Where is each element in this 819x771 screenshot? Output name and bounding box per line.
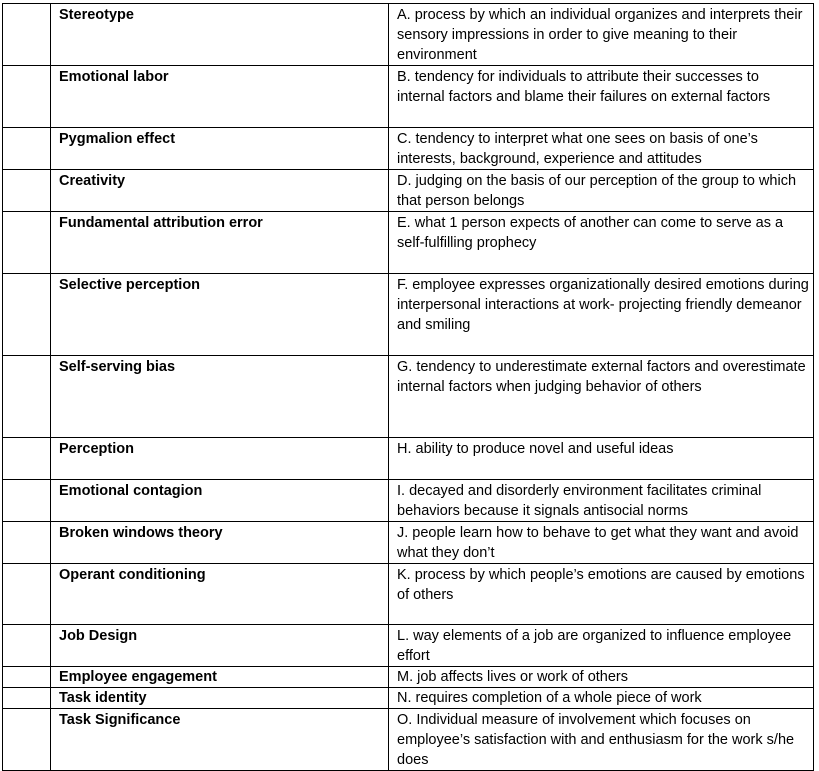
table-row [3,66,814,128]
term-cell: Selective perception [51,274,389,356]
term-cell: Broken windows theory [51,522,389,564]
answer-cell[interactable] [3,66,51,128]
term-cell: Stereotype [51,4,389,66]
definition-cell: J. people learn how to behave to get what they want and avoid what they don’t [389,522,814,564]
table-row [3,667,814,688]
definition-cell: A. process by which an individual organizes and interprets their sensory impressions in order to give meaning to their environment [389,4,814,66]
definition-cell: C. tendency to interpret what one sees on basis of one’s interests, background, experience and attitudes [389,128,814,170]
term-cell: Task Significance [51,709,389,771]
answer-cell[interactable] [3,564,51,625]
term-cell: Emotional labor [51,66,389,128]
term-cell: Self-serving bias [51,356,389,438]
answer-cell[interactable] [3,356,51,438]
term-cell: Emotional contagion [51,480,389,522]
table-row [3,128,814,170]
definition-cell: H. ability to produce novel and useful ideas [389,438,814,480]
answer-cell[interactable] [3,212,51,274]
definition-cell: D. judging on the basis of our perception of the group to which that person belongs [389,170,814,212]
term-cell: Pygmalion effect [51,128,389,170]
answer-cell[interactable] [3,274,51,356]
term-cell: Task identity [51,688,389,709]
definition-cell: F. employee expresses organizationally desired emotions during interpersonal interactions at work- projecting friendly demeanor and smiling [389,274,814,356]
table-row [3,356,814,438]
definition-cell: K. process by which people’s emotions are caused by emotions of others [389,564,814,625]
table-row [3,625,814,667]
table-row [3,480,814,522]
definition-cell: M. job affects lives or work of others [389,667,814,688]
answer-cell[interactable] [3,688,51,709]
answer-cell[interactable] [3,522,51,564]
term-cell: Employee engagement [51,667,389,688]
term-cell: Job Design [51,625,389,667]
answer-cell[interactable] [3,709,51,771]
answer-cell[interactable] [3,667,51,688]
answer-cell[interactable] [3,480,51,522]
table-row [3,522,814,564]
matching-table [2,3,814,771]
answer-cell[interactable] [3,4,51,66]
table-row [3,688,814,709]
table-row [3,564,814,625]
table-row [3,438,814,480]
answer-cell[interactable] [3,438,51,480]
answer-cell[interactable] [3,128,51,170]
definition-cell: O. Individual measure of involvement which focuses on employee’s satisfaction with and enthusiasm for the work s/he does [389,709,814,771]
term-cell: Perception [51,438,389,480]
table-row [3,4,814,66]
table-row [3,212,814,274]
definition-cell: L. way elements of a job are organized to influence employee effort [389,625,814,667]
definition-cell: I. decayed and disorderly environment facilitates criminal behaviors because it signals antisocial norms [389,480,814,522]
answer-cell[interactable] [3,170,51,212]
definition-cell: B. tendency for individuals to attribute their successes to internal factors and blame their failures on external factors [389,66,814,128]
table-row [3,170,814,212]
answer-cell[interactable] [3,625,51,667]
definition-cell: N. requires completion of a whole piece of work [389,688,814,709]
table-row [3,274,814,356]
term-cell: Operant conditioning [51,564,389,625]
term-cell: Creativity [51,170,389,212]
definition-cell: E. what 1 person expects of another can come to serve as a self-fulfilling prophecy [389,212,814,274]
table-row [3,709,814,771]
definition-cell: G. tendency to underestimate external factors and overestimate internal factors when judging behavior of others [389,356,814,438]
term-cell: Fundamental attribution error [51,212,389,274]
